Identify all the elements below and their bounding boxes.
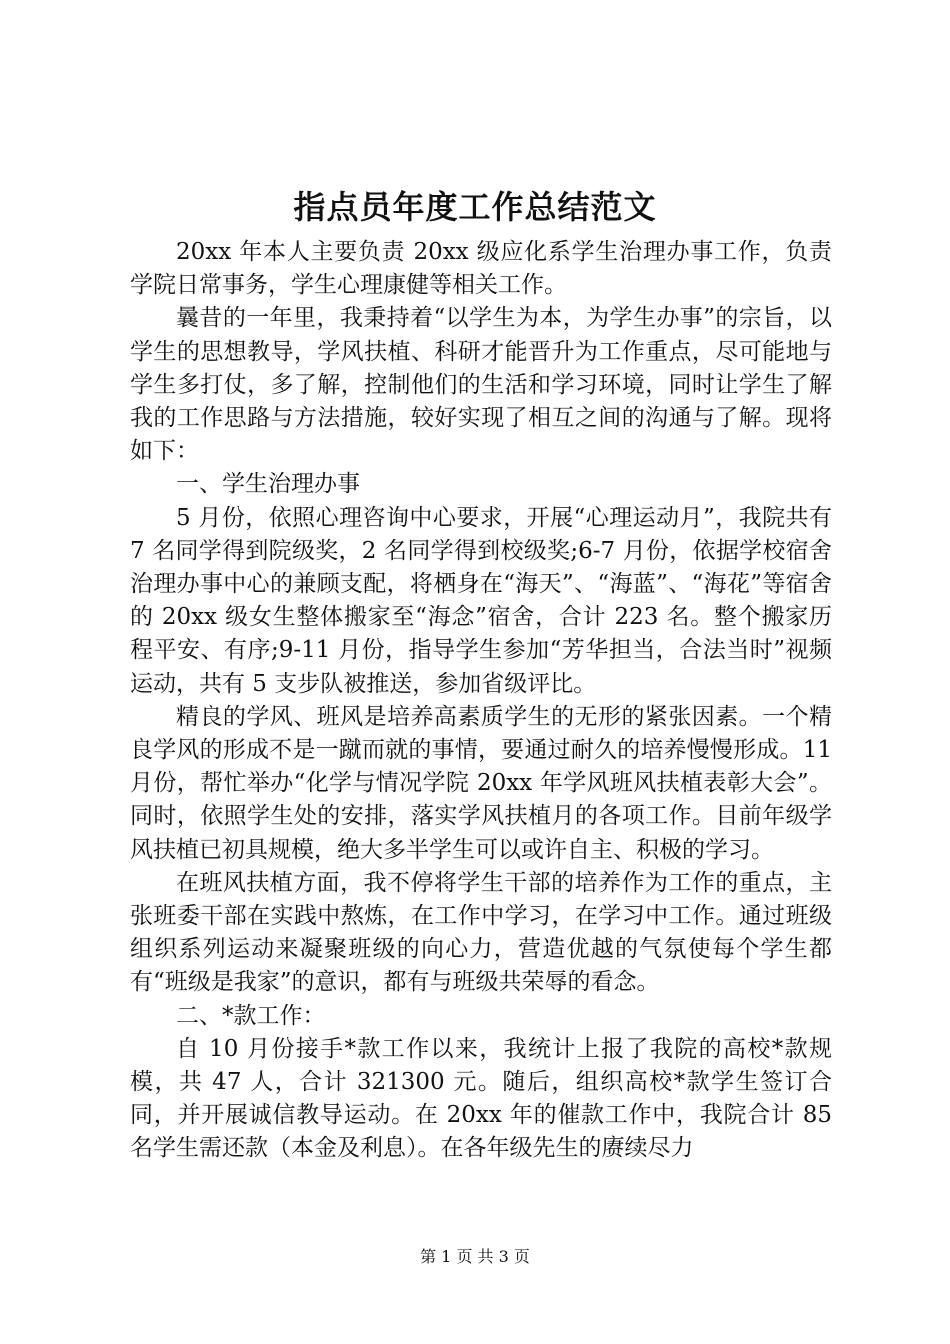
paragraph-activities: 5 月份，依照心理咨询中心要求，开展“心理运动月”，我院共有 7 名同学得到院级奖，2 名同学得到校级奖;6-7 月份，依据学校宿舍治理办事中心的兼顾支配，将栖身在“海天”、“海蓝”、“海花”等宿舍的 20xx 级女生整体搬家至“海念”宿舍，合计 223 名。整个搬家历程平安、有序;9-11 月份，指导学生参加“芳华担当，合法当时”视频运动，共有 5 支步队被推送，参加省级评比。 — [130, 504, 832, 697]
paragraph-class-style: 在班风扶植方面，我不停将学生干部的培养作为工作的重点，主张班委干部在实践中熬炼，在工作中学习，在学习中工作。通过班级组织系列运动来凝聚班级的向心力，营造优越的气氛使每个学生都有“班级是我家”的意识，都有与班级共荣辱的看念。 — [130, 869, 832, 996]
document-body — [130, 236, 832, 1166]
paragraph-intro: 20xx 年本人主要负责 20xx 级应化系学生治理办事工作，负责学院日常事务，学生心理康健等相关工作。 — [130, 239, 832, 299]
section-heading-student-affairs: 一、学生治理办事 — [176, 471, 360, 498]
paragraph-loans: 自 10 月份接手*款工作以来，我统计上报了我院的高校*款规模，共 47 人，合计 321300 元。随后，组织高校*款学生签订合同，并开展诚信教导运动。在 20xx 年的催款工作中，我院合计 85 名学生需还款（本金及利息）。在各年级先生的赓续尽力 — [130, 1035, 832, 1162]
page-number-footer: 第 1 页 共 3 页 — [420, 1247, 530, 1266]
document-title: 指点员年度工作总结范文 — [293, 188, 657, 226]
paragraph-overview: 曩昔的一年里，我秉持着“以学生为本，为学生办事”的宗旨，以学生的思想教导，学风扶植、科研才能晋升为工作重点，尽可能地与学生多打仗，多了解，控制他们的生活和学习环境，同时让学生了解我的工作思路与方法措施，较好实现了相互之间的沟通与了解。现将如下： — [130, 305, 832, 465]
section-heading-loans: 二、*款工作： — [176, 1002, 326, 1029]
paragraph-study-style: 精良的学风、班风是培养高素质学生的无形的紧张因素。一个精良学风的形成不是一蹴而就的事情，要通过耐久的培养慢慢形成。11 月份，帮忙举办“化学与情况学院 20xx 年学风班风扶植表彰大会”。同时，依照学生处的安排，落实学风扶植月的各项工作。目前年级学风扶植已初具规模，绝大多半学生可以或许自主、积极的学习。 — [130, 703, 832, 863]
